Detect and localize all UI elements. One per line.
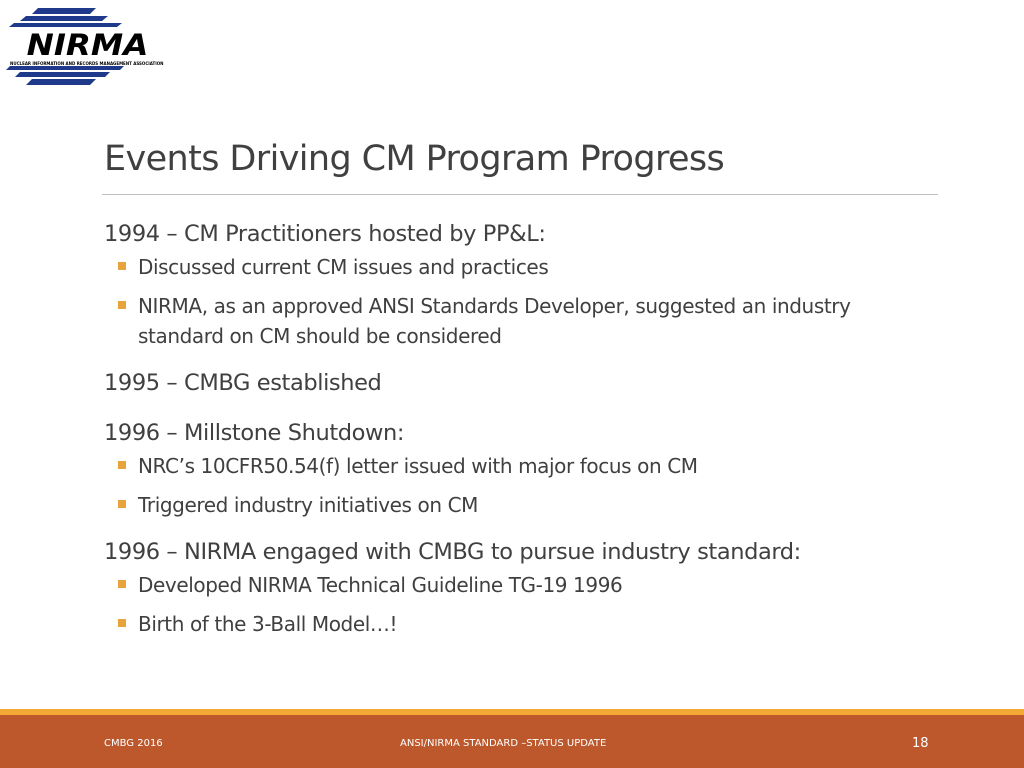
title-divider xyxy=(102,194,938,195)
section-1996-nirma xyxy=(104,534,934,639)
section-1994 xyxy=(104,216,934,351)
section-heading: 1995 – CMBG established xyxy=(104,370,382,396)
bullet-text: Discussed current CM issues and practices xyxy=(138,255,549,279)
square-bullet-icon xyxy=(118,262,126,270)
section-heading: 1994 – CM Practitioners hosted by PP&L: xyxy=(104,221,546,247)
bullet-list xyxy=(104,570,934,639)
square-bullet-icon xyxy=(118,301,126,309)
logo-tagline: NUCLEAR INFORMATION AND RECORDS MANAGEMENT ASSOCIATION xyxy=(10,61,164,66)
bullet-text: NIRMA, as an approved ANSI Standards Developer, suggested an industry standard on CM should be considered xyxy=(138,294,851,348)
bullet-item xyxy=(104,570,934,600)
bullet-item xyxy=(104,609,934,639)
square-bullet-icon xyxy=(118,500,126,508)
footer-presentation-title: ANSI/NIRMA STANDARD –STATUS UPDATE xyxy=(400,738,607,749)
slide-content xyxy=(104,216,934,639)
section-1995 xyxy=(104,365,934,401)
square-bullet-icon xyxy=(118,580,126,588)
section-heading: 1996 – Millstone Shutdown: xyxy=(104,420,405,446)
bullet-item xyxy=(104,490,934,520)
bullet-text: NRC’s 10CFR50.54(f) letter issued with major focus on CM xyxy=(138,454,698,478)
square-bullet-icon xyxy=(118,619,126,627)
bullet-item xyxy=(104,252,934,282)
footer-event-label: CMBG 2016 xyxy=(104,738,163,749)
section-1996-millstone xyxy=(104,415,934,520)
bullet-text: Developed NIRMA Technical Guideline TG-19 1996 xyxy=(138,573,623,597)
bullet-text: Triggered industry initiatives on CM xyxy=(138,493,479,517)
square-bullet-icon xyxy=(118,461,126,469)
section-heading: 1996 – NIRMA engaged with CMBG to pursue industry standard: xyxy=(104,539,801,565)
bullet-item xyxy=(104,291,934,351)
bullet-list xyxy=(104,252,934,351)
footer-band xyxy=(0,715,1024,768)
nirma-logo xyxy=(4,6,164,86)
slide-number: 18 xyxy=(912,736,929,751)
slide-title: Events Driving CM Program Progress xyxy=(104,139,725,179)
logo-wordmark: NIRMA xyxy=(26,28,149,62)
bullet-item xyxy=(104,451,934,481)
bullet-list xyxy=(104,451,934,520)
bullet-text: Birth of the 3-Ball Model…! xyxy=(138,612,398,636)
